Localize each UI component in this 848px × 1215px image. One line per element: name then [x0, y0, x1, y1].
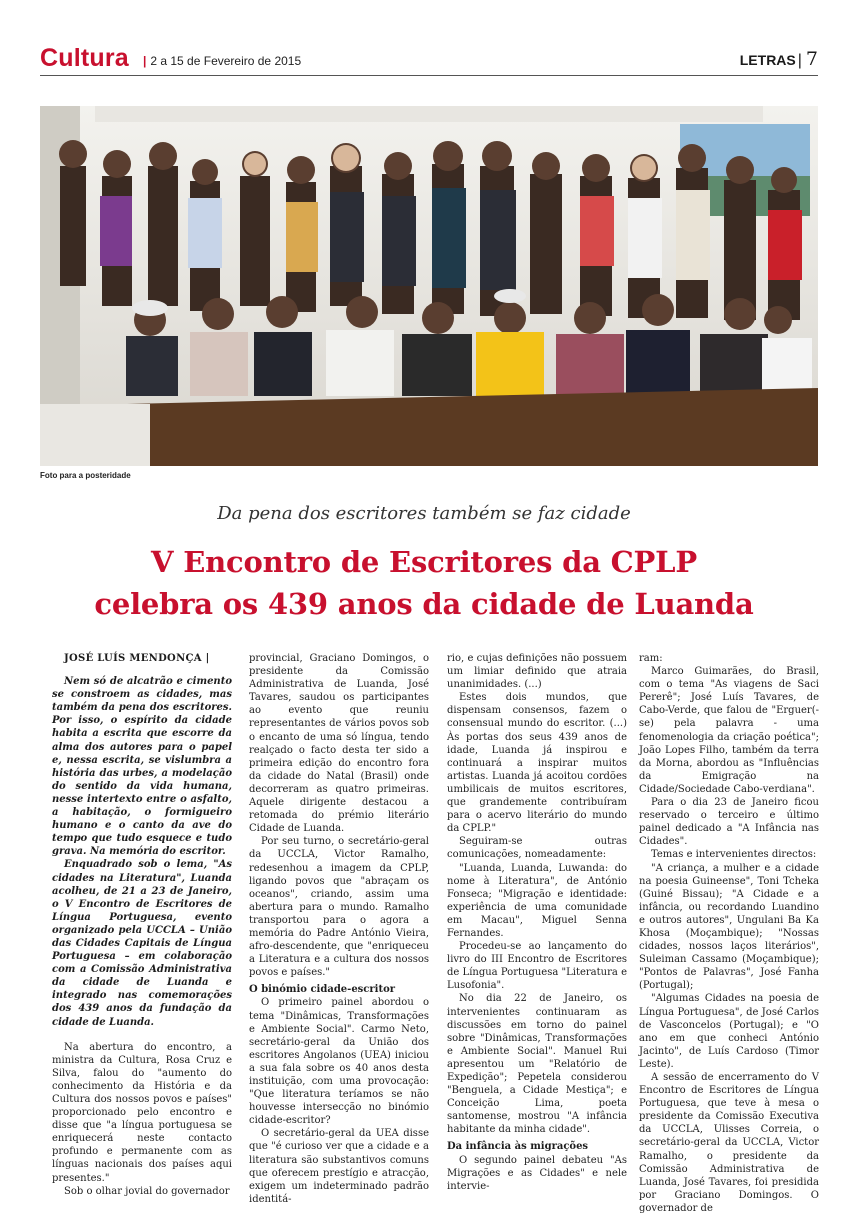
body-paragraph: "Luanda, Luanda, Luwanda: do nome à Literatura", de António Fonseca; "Migração e identidade: experiência de uma comunidade em Macau", Miguel Senna Fernandes.: [447, 862, 627, 939]
body-paragraph: "Algumas Cidades na poesia de Língua Portuguesa", de José Carlos de Vasconcelos (Portugal); e "O ano em que conheci António Jacinto", de Luís Cardoso (Timor Leste).: [639, 993, 819, 1070]
lead-paragraph: Nem só de alcatrão e cimento se constroem as cidades, mas também da pena dos escritores. Por isso, o espírito da cidade habita a escrita que escorre da alma dos autores para o papel e, nessa escrita, se vislumbra a história das urbes, a modelação do sentido da vida humana, nesse intertexto entre o asfalto, a habitação, o formigueiro humano e o canto da ave do tempo que tudo esquece e tudo grava. Na memória do escritor.: [52, 676, 232, 858]
body-paragraph: O segundo painel debateu "As Migrações e as Cidades" e nele intervie-: [447, 1154, 627, 1192]
body-paragraph: Sob o olhar jovial do governador: [64, 1185, 230, 1197]
body-paragraph: No dia 22 de Janeiro, os intervenientes continuaram as discussões em torno do painel sobre "Dinâmicas, Transformações e Ambiente Social". Manuel Rui apresentou um "Relatório de Expedição"; Pepetela considerou "Benguela, a Cidade Mestiça"; e Conceição Lima, poeta santomense, mostrou "A infância habitante da minha cidade".: [447, 993, 627, 1136]
subheading: Da infância às migrações: [447, 1141, 589, 1153]
body-paragraph: Na abertura do encontro, a ministra da Cultura, Rosa Cruz e Silva, falou do "aumento do conhecimento da História e da Cultura dos nossos povos e países" proporcionado pelo encontro e disse que "a língua portuguesa se enriquecerá neste contacto profundo e permanente com as línguas nacionais dos países aqui presentes.": [52, 1041, 232, 1184]
body-paragraph: O secretário-geral da UEA disse que "é curioso ver que a cidade e a literatura são substantivos comuns que oferecem prestígio e atracção, exigem um indeterminado padrão identitá-: [249, 1128, 429, 1205]
photo-credit: Foto para a posteridade: [40, 471, 131, 480]
article-headline: [20, 541, 828, 625]
body-paragraph: Marco Guimarães, do Brasil, com o tema "As viagens de Saci Pererê"; José Luís Tavares, de Cabo-Verde, que falou de "Erguer(-se) pela palavra - uma fenomenologia da criação poética"; João Lopes Filho, também da terra da Morna, abordou as "Influências da Emigração na Cidade/Sociedade Cabo-verdiana".: [639, 666, 819, 795]
issue-date: | 2 a 15 de Fevereiro de 2015: [143, 54, 302, 68]
body-paragraph: Procedeu-se ao lançamento do livro do III Encontro de Escritores de Língua Portuguesa "Literatura e Lusofonia".: [447, 941, 627, 992]
body-paragraph: rio, e cujas definições não possuem um limiar definido que atraia unanimidades. (...): [447, 653, 627, 691]
byline: JOSÉ LUÍS MENDONÇA |: [64, 653, 210, 664]
supplement-name: LETRAS: [739, 52, 796, 68]
subheading: O binómio cidade-escritor: [249, 984, 396, 996]
body-paragraph: O primeiro painel abordou o tema "Dinâmicas, Transformações e Ambiente Social". Carmo Neto, secretário-geral da União dos escritores Angolanos (UEA) iniciou a sua fala sobre os 40 anos desta instituição, com uma provocação: "Que literatura teríamos se não houvesse intersecção no binómio cidade-escritor?: [249, 997, 429, 1127]
column-2: [249, 652, 429, 1205]
group-photo: [40, 106, 818, 466]
article-kicker: Da pena dos escritores também se faz cidade: [217, 503, 631, 524]
body-paragraph: "A criança, a mulher e a cidade na poesia Guineense", Toni Tcheka (Guiné Bissau); "A Cidade e a infância, ou recordando Luandino e outros autores", Ungulani Ba Ka Khosa (Moçambique); "Nossas cidades, nossos laços literários", Suleiman Cassamo (Moçambique); "Pontos de Palavras", José Fanha (Portugal);: [639, 862, 819, 992]
body-paragraph: Para o dia 23 de Janeiro ficou reservado o terceiro e último painel dedicado a "A Infância nas Cidades".: [639, 797, 819, 848]
lead-paragraph: Enquadrado sob o lema, "As cidades na Literatura", Luanda acolheu, de 21 a 23 de Janeiro, o V Encontro de Escritores de Língua Portuguesa, evento organizado pela UCCLA – União das Cidades Capitais de Língua Portuguesa – em colaboração com a Comissão Administrativa da cidade de Luanda e integrado nas comemorações dos 439 anos da fundação da cidade de Luanda.: [52, 859, 232, 1028]
body-paragraph: A sessão de encerramento do V Encontro de Escritores de Língua Portuguesa, que teve à mesa o presidente da Comissão Executiva da UCCLA, Ulisses Correia, o secretário-geral da UCCLA, Victor Ramalho, o presidente da Comissão Administrativa de Luanda, José Tavares, foi presidida por Graciano Domingos. O governador de: [639, 1072, 819, 1214]
headline-line-1: V Encontro de Escritores da CPLP: [151, 545, 697, 579]
column-3: [447, 652, 627, 1192]
issue-date-text: 2 a 15 de Fevereiro de 2015: [150, 54, 302, 68]
page-header: [40, 44, 818, 76]
body-paragraph: Temas e intervenientes directos:: [651, 849, 817, 861]
body-paragraph: Estes dois mundos, que dispensam consensos, fazem o consensual mundo do escritor. (...) Às portas dos seus 439 anos de idade, Luanda já inspirou e continuará a inspirar muitos artistas. Luanda já acoitou cordões umbilicais de muitos escritores, que grandemente contribuíram para o acervo literário do mundo da CPLP.": [447, 692, 627, 835]
header-rule: [40, 75, 818, 76]
body-paragraph: ram:: [639, 653, 663, 664]
column-1: [52, 652, 232, 1197]
body-paragraph: Seguiram-se outras comunicações, nomeadamente:: [447, 836, 627, 861]
page-folio: LETRAS | 7: [739, 48, 818, 70]
column-4: [639, 652, 819, 1214]
headline-line-2: celebra os 439 anos da cidade de Luanda: [94, 587, 754, 621]
section-title: Cultura: [40, 44, 129, 72]
body-paragraph: Por seu turno, o secretário-geral da UCCLA, Victor Ramalho, redesenhou a imagem da CPLP, ligando povos que "abraçam os oceanos", criando, assim uma abertura para o mundo. Ramalho transportou para o agora a memória do Padre António Vieira, afro-descendente, que "enriqueceu a Literatura e a cultura dos nossos povos e países.": [249, 836, 429, 979]
body-paragraph: provincial, Graciano Domingos, o presidente da Comissão Administrativa de Luanda, José Tavares, saudou os participantes ao evento que reuniu representantes de vários povos sob o encanto de uma só língua, tendo realçado o facto desta ter sido a primeira edição do encontro fora da cidade do Natal (Brasil) onde decorreram as quatro primeiras. Aquele dirigente destacou a retomada do prémio literário Cidade de Luanda.: [249, 653, 429, 835]
group-photo-illustration: [40, 106, 818, 466]
page-number: 7: [805, 48, 818, 70]
